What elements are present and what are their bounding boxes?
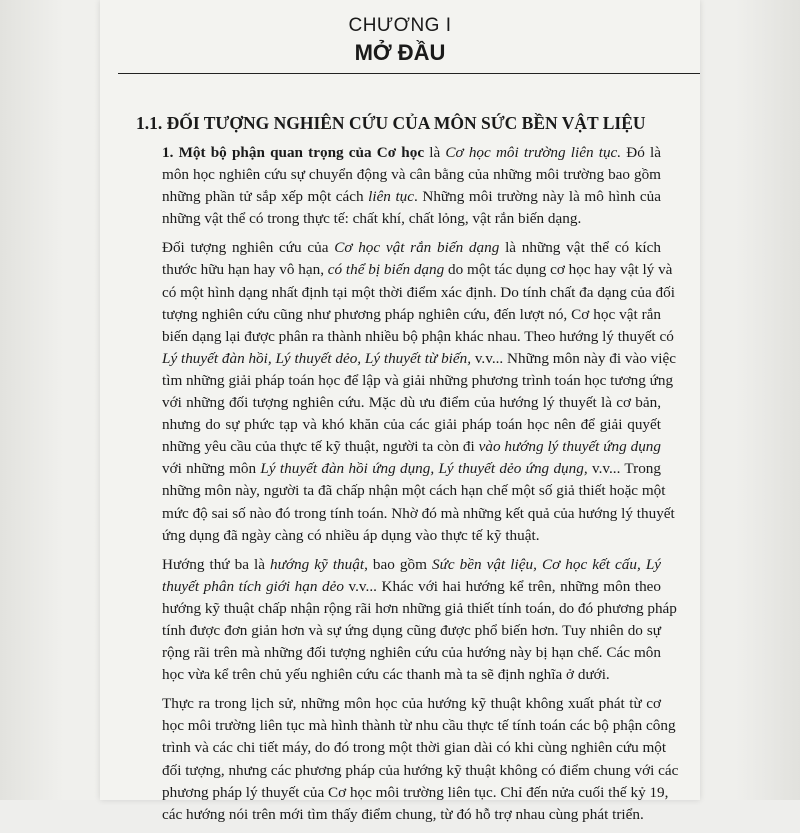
text-run: những môn này, người ta đã chấp nhận một cách hạn chế một số giả thiết hoặc một	[162, 482, 666, 500]
text-run: liên tục	[368, 188, 415, 206]
text-run: hướng kỹ thuật	[270, 555, 365, 573]
text-run: những phần tử sắp xếp một cách	[162, 188, 369, 206]
text-run: Sức bền vật liệu, Cơ học kết cấu, Lý	[432, 555, 662, 573]
text-run: là	[424, 144, 446, 161]
text-line	[136, 259, 673, 281]
text-run: môn học nghiên cứu sự chuyển động và cân bằng của những môi trường bao gồm	[162, 166, 661, 184]
text-line	[136, 480, 666, 502]
chapter-header	[140, 15, 660, 67]
text-line	[136, 737, 667, 759]
text-run: các hướng nói trên mới tìm thấy điểm chung, từ đó hỗ trợ nhau cùng phát triển.	[162, 805, 644, 823]
text-run: . Những môi trường này là mô hình của	[414, 188, 661, 206]
text-line	[136, 208, 661, 230]
chapter-title: MỞ ĐẦU	[354, 40, 446, 65]
text-run: Cơ học vật rắn biến dạng	[334, 239, 500, 257]
text-run: tượng nghiên cứu cũng như phương pháp nghiên cứu, đến lượt nó, Cơ học vật rắn	[162, 305, 661, 323]
text-run: trình và các chi tiết máy, do đó trong một thời gian dài có khi cùng nghiên cứu một	[162, 739, 667, 757]
text-run: v.v... Trong	[587, 460, 661, 478]
text-line	[136, 414, 661, 436]
text-run: do một tác dụng cơ học hay vật lý và	[444, 261, 673, 279]
text-line	[136, 693, 661, 715]
text-run: rộng rãi trên mà những đối tượng nghiên cứu của hướng này bị hạn chế. Các môn	[162, 644, 661, 662]
text-line	[136, 186, 661, 208]
text-run: những yêu cầu của thực tế kỹ thuật, người ta còn đi	[162, 438, 479, 456]
text-run: , bao gồm	[364, 555, 432, 573]
header-rule	[118, 73, 700, 74]
text-line	[136, 237, 661, 259]
text-run: thước hữu hạn hay vô hạn,	[162, 261, 328, 279]
text-run: phương pháp lý thuyết của Cơ học môi trường liên tục. Chỉ đến nửa cuối thế kỷ 19,	[162, 783, 669, 801]
text-run: mức độ sai số nào đó trong tính toán. Nhờ đó mà những kết quả của hướng lý thuyết	[162, 504, 675, 522]
text-run: học vừa kể trên chủ yếu nghiên cứu các thanh mà ta sẽ định nghĩa ở dưới.	[162, 666, 610, 684]
text-run: 1. Một bộ phận quan trọng của Cơ học	[162, 144, 425, 161]
paragraph	[136, 237, 676, 546]
text-run: hướng kỹ thuật chấp nhận rộng rãi hơn những giả thiết tính toán, do đó phương pháp	[162, 599, 677, 617]
text-run: tìm những giải pháp toán học để lập và giải những phương trình toán học tương ứng	[162, 371, 674, 389]
text-run: tính được đơn giản hơn và sự ứng dụng cũng được phổ biến hơn. Tuy nhiên do sự	[162, 621, 661, 639]
text-line	[136, 436, 661, 458]
text-line	[136, 164, 661, 186]
text-line	[136, 642, 661, 664]
paragraph	[136, 142, 661, 230]
paragraph	[136, 693, 679, 826]
text-run: đối tượng, nhưng các phương pháp của hướng kỹ thuật không có điểm chung với các	[162, 761, 679, 779]
text-line	[136, 525, 661, 547]
body-text	[136, 142, 679, 833]
text-run: v.v... Những môn này đi vào việc	[471, 349, 676, 367]
text-run: thuyết phân tích giới hạn dẻo	[162, 577, 344, 595]
text-line	[136, 142, 661, 164]
text-line	[136, 370, 674, 392]
text-run: Thực ra trong lịch sử, những môn học của hướng kỹ thuật không xuất phát từ cơ	[162, 695, 661, 713]
text-run: Đối tượng nghiên cứu của	[162, 239, 335, 257]
text-run: v.v... Khác với hai hướng kể trên, những môn theo	[343, 577, 662, 595]
section-heading: 1.1. ĐỐI TƯỢNG NGHIÊN CỨU CỦA MÔN SỨC BỀN VẬT LIỆU	[136, 113, 646, 133]
text-run: có một hình dạng nhất định tại một thời điểm xác định. Do tính chất đa dạng của đối	[162, 283, 675, 301]
text-line	[136, 664, 661, 686]
text-run: Cơ học môi trường liên tục.	[445, 144, 622, 161]
text-line	[136, 715, 676, 737]
text-line	[136, 804, 661, 826]
text-run: Lý thuyết đàn hồi, Lý thuyết dẻo, Lý thuyết từ biến,	[162, 349, 472, 367]
text-run: với những môn	[162, 460, 261, 478]
text-run: ứng dụng đã ngày càng có nhiều áp dụng vào thực tế kỹ thuật.	[162, 526, 540, 544]
text-line	[136, 348, 676, 370]
text-run: có thể bị biến dạng	[327, 261, 445, 279]
text-line	[136, 392, 661, 414]
text-run: Lý thuyết đàn hồi ứng dụng, Lý thuyết dẻo ứng dụng,	[260, 460, 588, 478]
text-line	[136, 782, 669, 804]
text-run: vào hướng lý thuyết ứng dụng	[478, 438, 661, 456]
text-line	[136, 598, 677, 620]
text-line	[136, 554, 661, 576]
text-line	[136, 503, 675, 525]
text-line	[136, 760, 679, 782]
text-run: học môi trường liên tục mà hình thành từ nhu cầu thực tế tính toán các bộ phận công	[162, 717, 676, 735]
paragraph	[136, 554, 677, 687]
text-run: Hướng thứ ba là	[162, 555, 271, 573]
text-line	[136, 620, 661, 642]
text-line	[136, 282, 675, 304]
chapter-label: CHƯƠNG I	[348, 15, 452, 36]
text-run: những vật thể có trong thực tế: chất khí, chất lỏng, vật rắn biến dạng.	[162, 210, 582, 228]
text-run: nhưng do sự phức tạp và khó khăn của các giải pháp toán học nên để giải quyết	[162, 416, 661, 434]
text-run: Đó là	[621, 144, 661, 161]
text-run: biến dạng lại được phân ra thành nhiều bộ phận khác nhau. Theo hướng lý thuyết có	[162, 327, 674, 345]
text-line	[136, 458, 661, 480]
text-line	[136, 576, 661, 598]
text-line	[136, 326, 674, 348]
text-run: là những vật thể có kích	[499, 239, 661, 257]
text-run: với những đối tượng nghiên cứu. Mặc dù ưu điểm của hướng lý thuyết là cơ bản,	[162, 394, 661, 412]
text-line	[136, 304, 661, 326]
